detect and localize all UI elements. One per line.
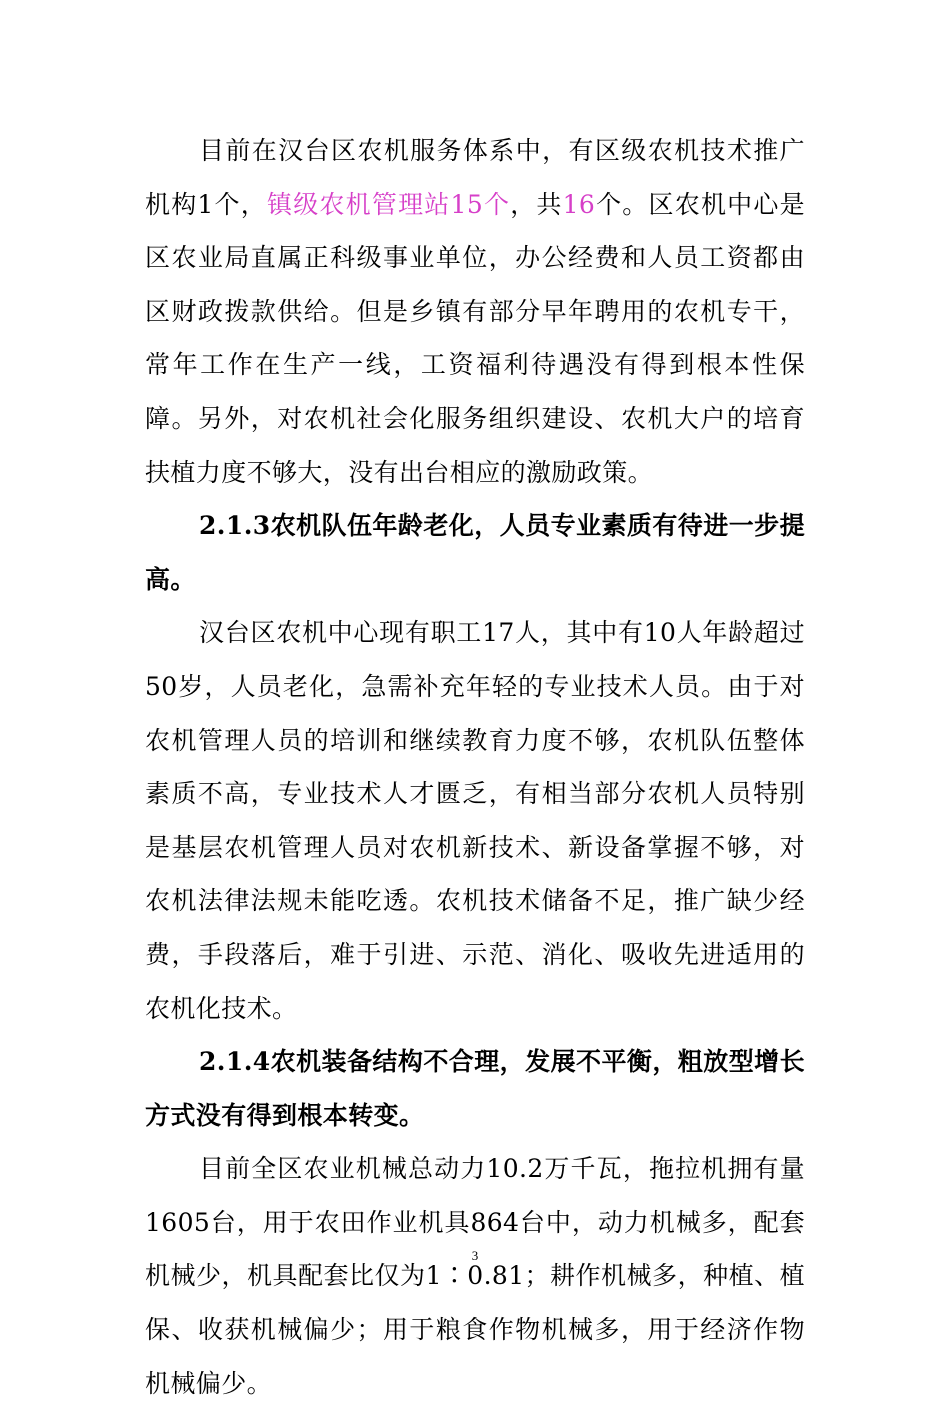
paragraph-text: 目前在汉台区农机服务体系中，有区级农机技术推广机构1个， <box>145 136 805 219</box>
paragraph-text: 个。区农机中心是区农业局直属正科级事业单位，办公经费和人员工资都由区财政拨款供给。但是乡镇有部分早年聘用的农机专干，常年工作在生产一线，工资福利待遇没有得到根本性保障。另外，对农机社会化服务组织建设、农机大户的培育扶植力度不够大，没有出台相应的激励政策。 <box>145 189 805 487</box>
paragraph-text: ，共 <box>510 189 563 219</box>
document-body <box>145 124 805 1410</box>
highlighted-number: 16 <box>562 189 596 219</box>
section-heading-2-1-4: 2.1.4农机装备结构不合理，发展不平衡，粗放型增长方式没有得到根本转变。 <box>145 1047 805 1130</box>
highlighted-text: 镇级农机管理站15个 <box>267 189 511 219</box>
section-heading-2-1-3: 2.1.3农机队伍年龄老化，人员专业素质有待进一步提高。 <box>145 511 805 594</box>
paragraph-service-system <box>145 124 805 499</box>
paragraph-equipment-structure: 目前全区农业机械总动力10.2万千瓦，拖拉机拥有量1605台，用于农田作业机具864台中，动力机械多，配套机械少，机具配套比仅为1∶0.81；耕作机械多，种植、植保、收获机械偏少；用于粮食作物机械多，用于经济作物机械偏少。 <box>145 1154 805 1398</box>
page-number: 3 <box>471 1248 479 1263</box>
paragraph-staff-aging: 汉台区农机中心现有职工17人，其中有10人年龄超过50岁，人员老化，急需补充年轻的专业技术人员。由于对农机管理人员的培训和继续教育力度不够，农机队伍整体素质不高，专业技术人才匮乏，有相当部分农机人员特别是基层农机管理人员对农机新技术、新设备掌握不够，对农机法律法规未能吃透。农机技术储备不足，推广缺少经费，手段落后，难于引进、示范、消化、吸收先进适用的农机化技术。 <box>145 618 805 1023</box>
